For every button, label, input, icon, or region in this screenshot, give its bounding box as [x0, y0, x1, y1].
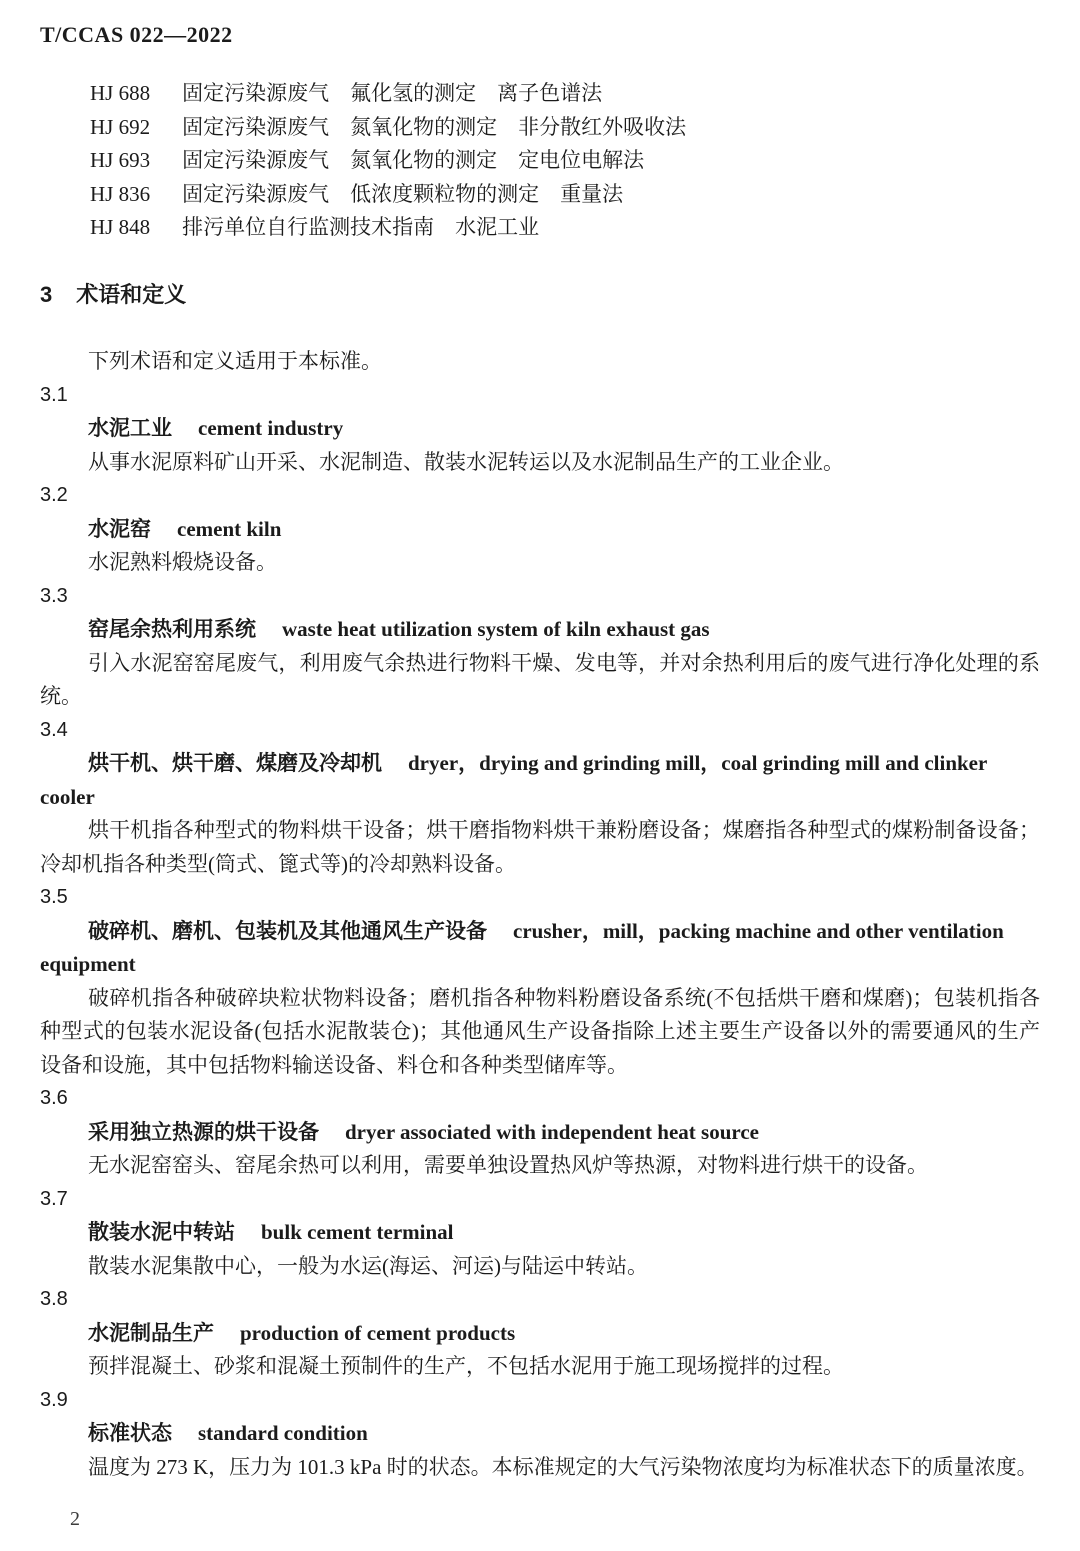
term-heading: [40, 1216, 1040, 1250]
term-definition: 水泥熟料煅烧设备。: [88, 550, 277, 574]
term-name-en: standard condition: [198, 1421, 368, 1445]
reference-title: 固定污染源废气 氟化氢的测定 离子色谱法: [182, 81, 603, 105]
term-definition: 从事水泥原料矿山开采、水泥制造、散装水泥转运以及水泥制品生产的工业企业。: [88, 449, 844, 474]
term-number: 3.5: [40, 886, 68, 908]
term-name-en: crusher，mill，packing machine and other ventilation equipment: [40, 918, 1004, 976]
standard-number: T/CCAS 022—2022: [40, 22, 233, 47]
reference-title: 固定污染源废气 低浓度颗粒物的测定 重量法: [182, 181, 624, 206]
term-definition: 温度为 273 K，压力为 101.3 kPa 时的状态。本标准规定的大气污染物浓度均为标准状态下的质量浓度。: [88, 1454, 1038, 1479]
normative-references-list: [40, 77, 1040, 245]
term-heading: [40, 613, 1040, 647]
term-name-zh: 采用独立热源的烘干设备: [88, 1120, 319, 1144]
reference-title: 排污单位自行监测技术指南 水泥工业: [182, 215, 540, 239]
term-name-zh: 散装水泥中转站: [88, 1221, 235, 1244]
term-name-zh: 窑尾余热利用系统: [88, 618, 256, 641]
section-title: 术语和定义: [76, 282, 187, 307]
term-name-zh: 水泥窑: [88, 517, 151, 541]
term-name-zh: 标准状态: [88, 1422, 172, 1445]
reference-item: [90, 144, 1040, 178]
term-definition: 烘干机指各种型式的物料烘干设备；烘干磨指物料烘干兼粉磨设备；煤磨指各种型式的煤粉制备设备；冷却机指各种类型(筒式、篦式等)的冷却熟料设备。: [40, 818, 1040, 876]
term-name-zh: 烘干机、烘干磨、煤磨及冷却机: [88, 752, 382, 775]
term-name-en: bulk cement terminal: [261, 1220, 454, 1244]
term-heading: [40, 513, 1040, 547]
term-heading: [40, 1317, 1040, 1351]
reference-code: HJ 693: [90, 148, 151, 172]
section-number: 3: [40, 282, 53, 307]
reference-title: 固定污染源废气 氮氧化物的测定 非分散红外吸收法: [182, 114, 687, 139]
section-heading: [40, 278, 1040, 312]
term-number: 3.4: [40, 718, 68, 741]
term-name-zh: 破碎机、磨机、包装机及其他通风生产设备: [88, 919, 487, 943]
term-definition: 散装水泥集散中心，一般为水运(海运、河运)与陆运中转站。: [88, 1253, 648, 1278]
term-definition: 无水泥窑窑头、窑尾余热可以利用，需要单独设置热风炉等热源，对物料进行烘干的设备。: [88, 1153, 928, 1177]
term-heading: [40, 412, 1040, 446]
term-number: 3.1: [40, 383, 68, 406]
reference-code: HJ 692: [90, 114, 151, 139]
term-number: 3.2: [40, 484, 68, 506]
term-name-en: dryer，drying and grinding mill，coal grinding mill and clinker cooler: [40, 751, 987, 809]
term-heading: [40, 747, 1040, 814]
reference-item: [90, 211, 1040, 245]
reference-code: HJ 688: [90, 81, 151, 105]
term-definition: 破碎机指各种破碎块粒状物料设备；磨机指各种物料粉磨设备系统(不包括烘干磨和煤磨)；包装机指各种型式的包装水泥设备(包括水泥散装仓)；其他通风生产设备指除上述主要生产设备以外的需要通风的生产设备和设施，其中包括物料输送设备、料仓和各种类型储库等。: [40, 985, 1040, 1077]
reference-item: [90, 77, 1040, 111]
term-name-zh: 水泥工业: [88, 417, 172, 440]
term-definition: 预拌混凝土、砂浆和混凝土预制件的生产，不包括水泥用于施工现场搅拌的过程。: [88, 1354, 844, 1378]
page-content: [40, 77, 1040, 1484]
term-heading: [40, 1417, 1040, 1451]
section-intro: 下列术语和定义适用于本标准。: [88, 349, 382, 373]
reference-item: [90, 111, 1040, 145]
term-heading: [40, 1116, 1040, 1150]
term-number: 3.8: [40, 1288, 68, 1310]
term-name-en: production of cement products: [240, 1320, 516, 1345]
reference-code: HJ 836: [90, 181, 151, 206]
term-definition: 引入水泥窑窑尾废气，利用废气余热进行物料干燥、发电等，并对余热利用后的废气进行净化处理的系统。: [40, 650, 1040, 708]
term-number: 3.7: [40, 1187, 68, 1210]
term-number: 3.3: [40, 584, 68, 607]
term-name-en: waste heat utilization system of kiln exhaust gas: [282, 617, 710, 641]
term-heading: [40, 915, 1040, 982]
term-name-zh: 水泥制品生产: [88, 1321, 214, 1345]
term-number: 3.9: [40, 1388, 68, 1411]
reference-title: 固定污染源废气 氮氧化物的测定 定电位电解法: [182, 148, 645, 172]
term-number: 3.6: [40, 1087, 68, 1109]
term-name-en: cement industry: [198, 416, 344, 440]
page-number: 2: [70, 1508, 80, 1530]
reference-item: [90, 178, 1040, 212]
reference-code: HJ 848: [90, 215, 151, 239]
term-name-en: cement kiln: [177, 516, 282, 541]
term-name-en: dryer associated with independent heat source: [345, 1119, 759, 1144]
